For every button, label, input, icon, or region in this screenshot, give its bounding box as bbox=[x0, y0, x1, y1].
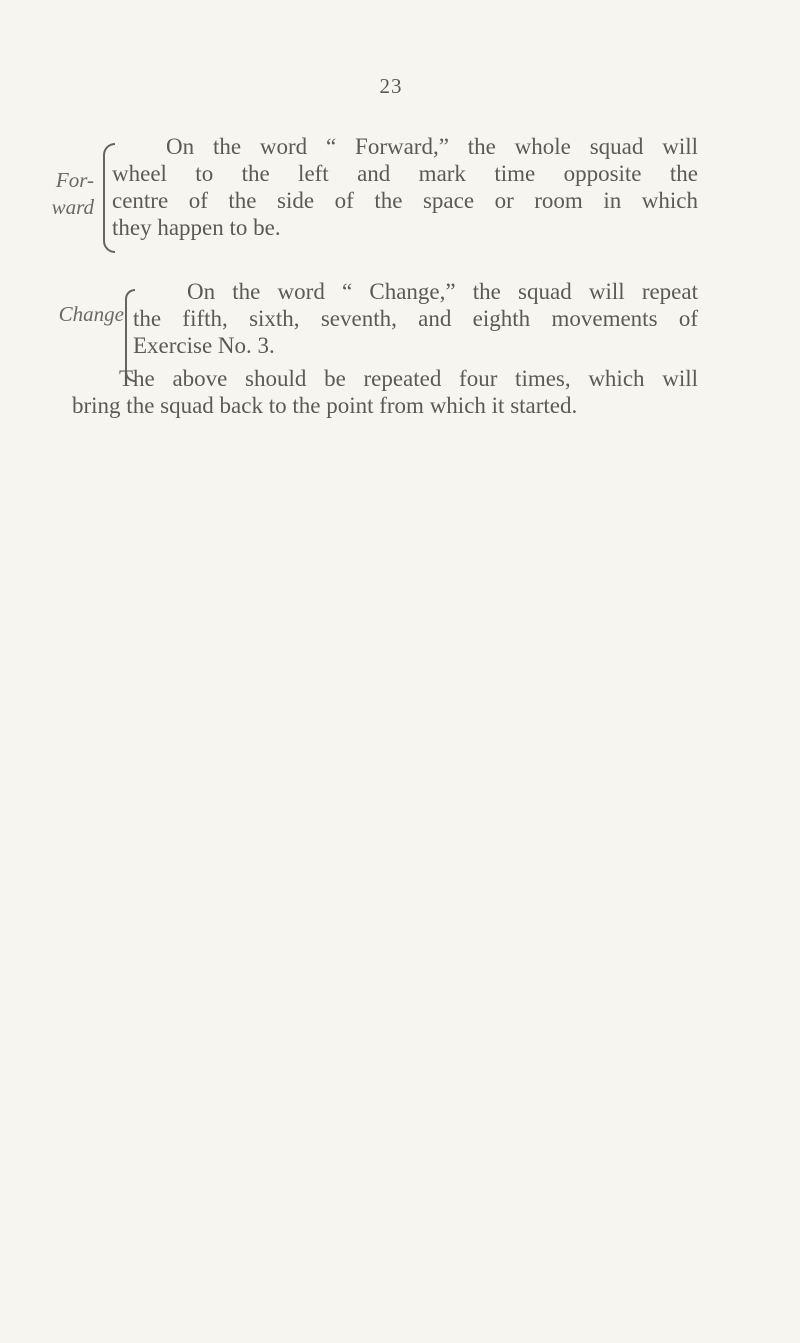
paragraph-change-line-1: On the word “ Change,” the squad will repeat bbox=[187, 279, 698, 304]
paragraph-repeat-instruction bbox=[72, 365, 698, 419]
margin-note-forward-line-2: ward bbox=[51, 195, 94, 219]
paragraph-forward-line-2: wheel to the left and mark time opposite the bbox=[112, 161, 698, 186]
page-number: 23 bbox=[379, 74, 403, 98]
paragraph-repeat-line-2: bring the squad back to the point from which it started. bbox=[72, 393, 578, 418]
paragraph-change-line-3: Exercise No. 3. bbox=[133, 333, 275, 358]
margin-note-forward-line-1: For- bbox=[55, 168, 94, 192]
paragraph-forward-line-3: centre of the side of the space or room in which bbox=[112, 188, 698, 213]
paragraph-forward bbox=[112, 133, 698, 241]
paragraph-repeat-line-1: The above should be repeated four times, which will bbox=[119, 366, 698, 391]
paragraph-change bbox=[133, 278, 698, 359]
margin-note-forward bbox=[32, 167, 94, 221]
paragraph-change-line-2: the fifth, sixth, seventh, and eighth movements of bbox=[133, 306, 698, 331]
margin-note-change: Change bbox=[58, 302, 124, 326]
paragraph-forward-line-1: On the word “ Forward,” the whole squad will bbox=[166, 134, 698, 159]
paragraph-forward-line-4: they happen to be. bbox=[112, 215, 281, 240]
